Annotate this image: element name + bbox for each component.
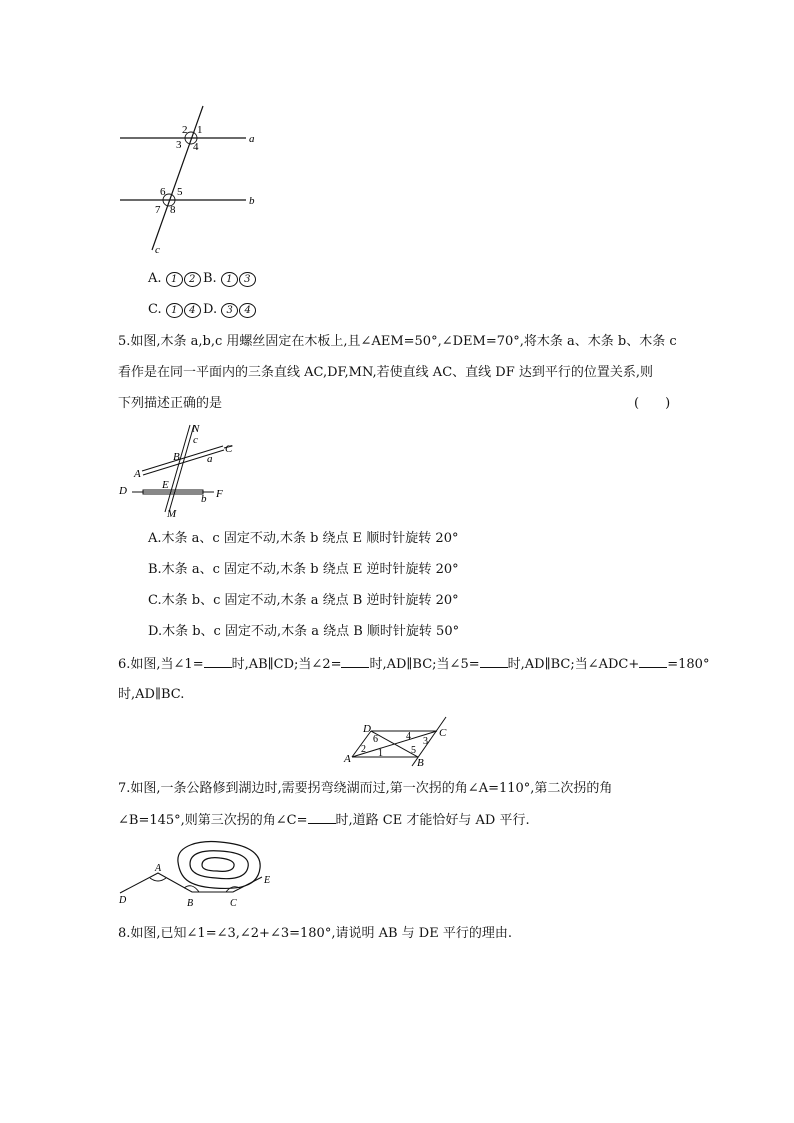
q4-option-c-label: C. xyxy=(148,302,162,317)
q5-option-d[interactable]: D.木条 b、c 固定不动,木条 a 绕点 B 顺时针旋转 50° xyxy=(148,624,460,639)
label-7: 7 xyxy=(155,204,161,216)
q7-text: ∠B=145°,则第三次拐的角∠C= xyxy=(118,813,308,828)
q5-line-1: 5.如图,木条 a,b,c 用螺丝固定在木板上,且∠AEM=50°,∠DEM=70°,将木条 a、木条 b、木条 c xyxy=(118,334,677,349)
q5-line-3: 下列描述正确的是 xyxy=(118,396,223,411)
q7-line-1: 7.如图,一条公路修到湖边时,需要拐弯绕湖而过,第一次拐的角∠A=110°,第二次拐的角 xyxy=(118,781,613,796)
label-M: M xyxy=(167,508,177,520)
q6-text: =180° xyxy=(667,657,710,672)
q8-line-1: 8.如图,已知∠1=∠3,∠2+∠3=180°,请说明 AB 与 DE 平行的理由. xyxy=(118,926,512,941)
label-a: a xyxy=(249,133,255,145)
label-C: C xyxy=(230,898,237,909)
label-5: 5 xyxy=(411,745,416,756)
label-F: F xyxy=(216,488,223,500)
q5-option-a[interactable]: A.木条 a、c 固定不动,木条 b 绕点 E 顺时针旋转 20° xyxy=(148,531,459,546)
circled-number: 2 xyxy=(184,272,201,287)
label-1: 1 xyxy=(197,124,203,136)
label-B: B xyxy=(417,757,424,769)
label-2: 2 xyxy=(182,124,188,136)
label-B: B xyxy=(187,898,194,909)
label-3: 3 xyxy=(176,139,182,151)
lake-contour-middle xyxy=(190,851,248,879)
label-6: 6 xyxy=(373,734,378,745)
label-c: c xyxy=(193,434,198,446)
circled-number: 3 xyxy=(221,303,238,318)
label-4: 4 xyxy=(193,141,199,153)
circled-number: 4 xyxy=(184,303,201,318)
label-E: E xyxy=(162,479,169,491)
label-b: b xyxy=(201,493,207,505)
label-b: b xyxy=(249,195,255,207)
label-B: B xyxy=(173,451,180,463)
label-A: A xyxy=(155,863,162,874)
label-C: C xyxy=(225,443,233,455)
circled-number: 1 xyxy=(221,272,238,287)
q5-answer-paren: ( ) xyxy=(634,396,671,411)
label-N: N xyxy=(192,423,200,435)
q6-line-2: 时,AD∥BC. xyxy=(118,687,185,702)
label-1: 1 xyxy=(378,748,383,759)
circled-number: 3 xyxy=(239,272,256,287)
label-D: D xyxy=(363,723,371,735)
label-2: 2 xyxy=(361,744,366,755)
circled-number: 1 xyxy=(166,272,183,287)
circled-number: 4 xyxy=(239,303,256,318)
label-D: D xyxy=(119,895,127,906)
q5-option-b[interactable]: B.木条 a、c 固定不动,木条 b 绕点 E 逆时针旋转 20° xyxy=(148,562,459,577)
q6-text: 时,AD∥BC;当∠5= xyxy=(369,657,480,672)
label-a: a xyxy=(207,453,213,465)
q5-option-c[interactable]: C.木条 b、c 固定不动,木条 a 绕点 B 逆时针旋转 20° xyxy=(148,593,459,608)
label-C: C xyxy=(439,727,447,739)
q6-text: 时,AD∥BC;当∠ADC+ xyxy=(507,657,640,672)
label-A: A xyxy=(344,753,351,765)
label-E: E xyxy=(264,875,271,886)
q4-option-b-label: B. xyxy=(203,271,217,286)
q4-option-a-label: A. xyxy=(148,271,162,286)
label-6: 6 xyxy=(160,186,166,198)
circled-number: 1 xyxy=(166,303,183,318)
label-c: c xyxy=(155,244,160,256)
q5-line-2: 看作是在同一平面内的三条直线 AC,DF,MN,若使直线 AC、直线 DF 达到平行的位置关系,则 xyxy=(118,365,653,380)
label-A: A xyxy=(134,468,141,480)
q7-text: 时,道路 CE 才能恰好与 AD 平行. xyxy=(335,813,530,828)
angle-arc-A xyxy=(150,878,166,881)
label-D: D xyxy=(119,485,127,497)
label-5: 5 xyxy=(177,186,183,198)
label-8: 8 xyxy=(170,204,176,216)
label-4: 4 xyxy=(406,731,411,742)
q6-text: 6.如图,当∠1= xyxy=(118,657,204,672)
q6-text: 时,AB∥CD;当∠2= xyxy=(231,657,342,672)
label-3: 3 xyxy=(423,736,428,747)
q4-option-d-label: D. xyxy=(203,302,218,317)
lake-contour-inner xyxy=(202,858,234,872)
